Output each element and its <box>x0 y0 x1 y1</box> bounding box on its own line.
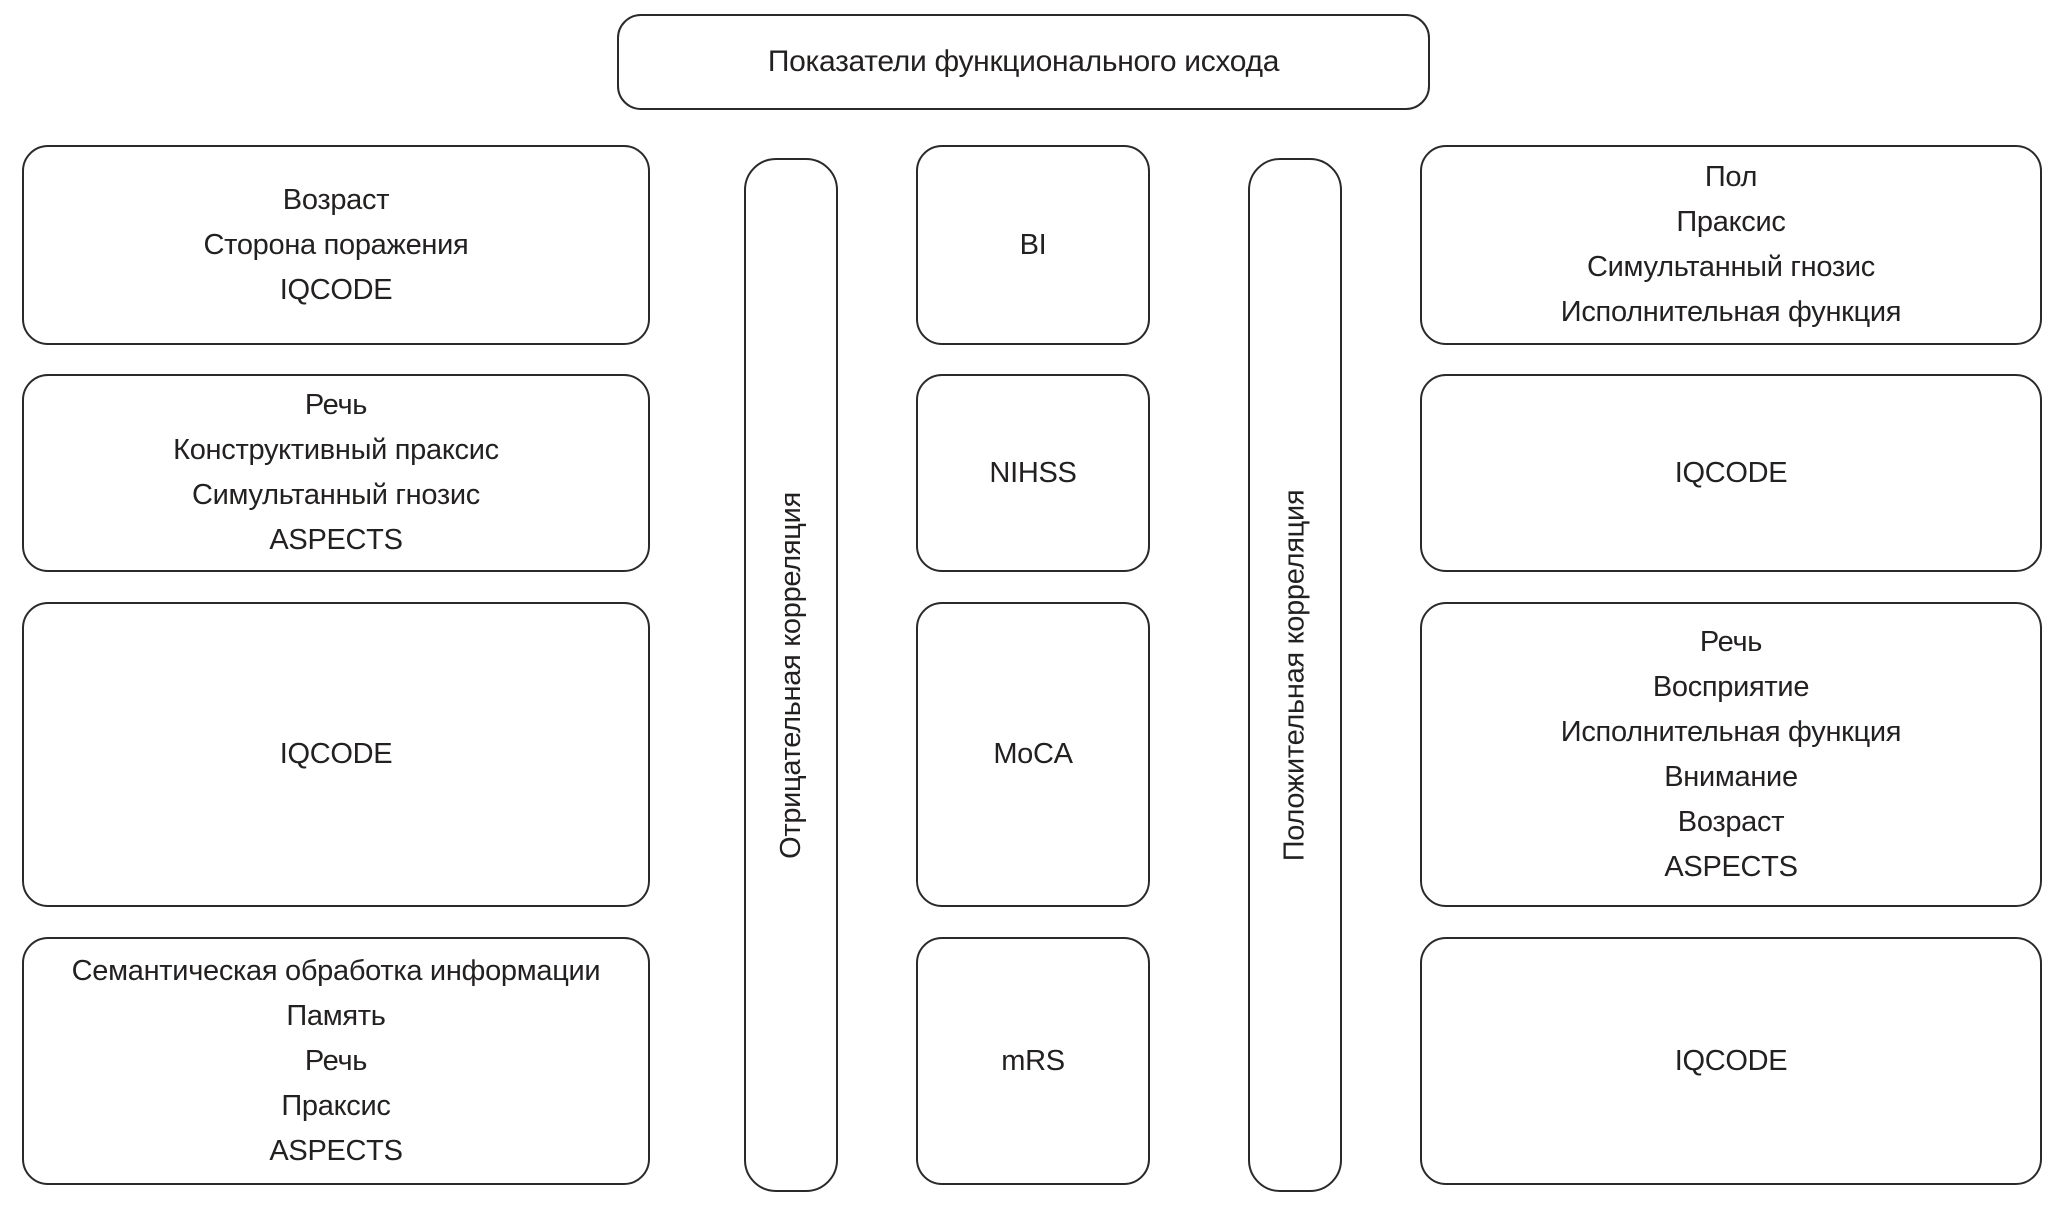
positive-factors-box-4 <box>1420 937 2042 1185</box>
box-line: ASPECTS <box>269 524 403 556</box>
box-lines <box>918 451 1148 496</box>
scale-box-mrs <box>916 937 1150 1185</box>
box-line: Исполнительная функция <box>1560 715 1902 748</box>
box-line: mRS <box>1001 1044 1065 1077</box>
box-lines <box>1422 155 2040 335</box>
box-line: MoCA <box>993 738 1073 770</box>
positive-factors-box-2 <box>1420 374 2042 572</box>
box-line: Праксис <box>281 1089 391 1122</box>
positive-factors-box-3 <box>1420 602 2042 907</box>
box-line: ASPECTS <box>269 1134 403 1167</box>
box-line: Внимание <box>1664 760 1798 793</box>
box-lines <box>1422 1039 2040 1084</box>
box-line: IQCODE <box>1674 456 1788 489</box>
box-line: Восприятие <box>1652 670 1810 703</box>
box-line: NIHSS <box>989 456 1077 489</box>
scale-box-bi <box>916 145 1150 345</box>
negative-correlation-label: Отрицательная корреляция <box>774 491 807 859</box>
title-box <box>617 14 1430 110</box>
box-line: Возраст <box>282 183 390 216</box>
box-lines <box>918 223 1148 268</box>
box-lines <box>918 732 1148 777</box>
box-line: Симультанный гнозис <box>192 479 480 511</box>
box-line: Исполнительная функция <box>1560 296 1902 328</box>
box-line: Речь <box>304 389 368 421</box>
box-line: IQCODE <box>279 273 393 306</box>
box-line: Речь <box>304 1044 368 1077</box>
positive-correlation-bar <box>1248 158 1342 1192</box>
box-lines <box>24 732 648 777</box>
scale-box-nihss <box>916 374 1150 572</box>
box-line: Симультанный гнозис <box>1587 251 1875 283</box>
box-line: Семантическая обработка информации <box>71 954 601 987</box>
box-line: Конструктивный праксис <box>173 434 499 466</box>
box-line: Сторона поражения <box>203 228 469 261</box>
negative-correlation-bar <box>744 158 838 1192</box>
box-lines <box>24 383 648 563</box>
box-line: IQCODE <box>279 738 393 770</box>
box-lines <box>24 178 648 313</box>
title-text: Показатели функционального исхода <box>767 45 1280 78</box>
positive-correlation-label: Положительная корреляция <box>1278 489 1311 861</box>
box-lines <box>1422 620 2040 890</box>
box-line: BI <box>1019 228 1047 261</box>
negative-factors-box-1 <box>22 145 650 345</box>
negative-factors-box-2 <box>22 374 650 572</box>
box-line: IQCODE <box>1674 1044 1788 1077</box>
box-lines <box>24 949 648 1174</box>
positive-factors-box-1 <box>1420 145 2042 345</box>
box-lines <box>918 1039 1148 1084</box>
box-line: Возраст <box>1677 805 1785 838</box>
box-line: Память <box>286 999 386 1032</box>
box-line: Речь <box>1699 625 1763 658</box>
negative-factors-box-3 <box>22 602 650 907</box>
box-lines <box>1422 451 2040 496</box>
negative-factors-box-4 <box>22 937 650 1185</box>
box-line: Праксис <box>1676 206 1786 238</box>
box-line: ASPECTS <box>1664 850 1798 883</box>
scale-box-moca <box>916 602 1150 907</box>
box-line: Пол <box>1704 161 1758 193</box>
